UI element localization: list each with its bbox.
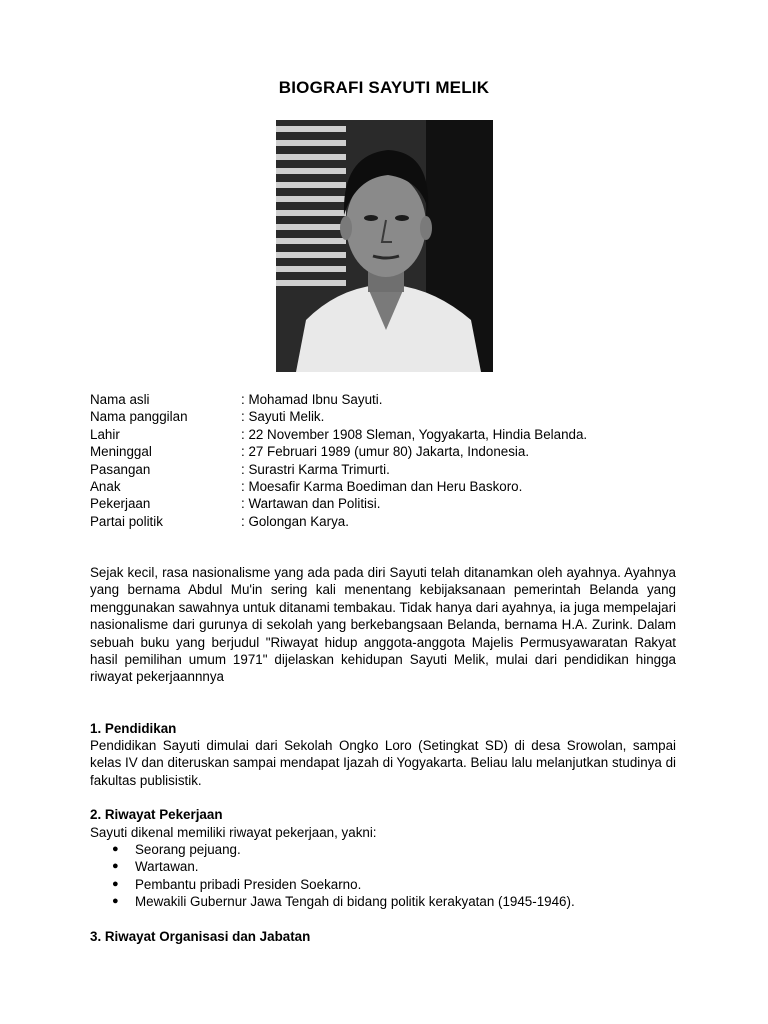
organization-heading: 3. Riwayat Organisasi dan Jabatan (90, 929, 311, 944)
biodata-row (90, 478, 690, 495)
list-item (90, 893, 690, 910)
bullet-icon: ● (112, 860, 119, 873)
biodata-value: : Surastri Karma Trimurti. (241, 461, 390, 477)
jobs-list (90, 841, 690, 911)
list-item (90, 876, 690, 893)
portrait-photo (276, 120, 493, 372)
biodata-value: : 22 November 1908 Sleman, Yogyakarta, Hindia Belanda. (241, 426, 588, 442)
list-item (90, 841, 690, 858)
list-item-text: Seorang pejuang. (135, 842, 241, 857)
jobs-intro: Sayuti dikenal memiliki riwayat pekerjaan, yakni: (90, 825, 377, 840)
biodata-label: Pekerjaan (90, 496, 151, 512)
list-item-text: Pembantu pribadi Presiden Soekarno. (135, 876, 362, 892)
biodata-row (90, 391, 690, 408)
biodata-label: Nama panggilan (90, 409, 188, 425)
biodata-list (90, 391, 690, 530)
biodata-value: : Sayuti Melik. (241, 409, 325, 425)
portrait-illustration (276, 120, 493, 372)
biodata-value: : 27 Februari 1989 (umur 80) Jakarta, Indonesia. (241, 444, 530, 460)
document-title: BIOGRAFI SAYUTI MELIK (278, 78, 490, 97)
biodata-value: : Moesafir Karma Boediman dan Heru Baskoro. (241, 478, 523, 494)
bullet-icon: ● (112, 895, 119, 908)
education-heading: 1. Pendidikan (90, 721, 177, 736)
biodata-row (90, 443, 690, 460)
biodata-label: Pasangan (90, 461, 151, 477)
biodata-label: Meninggal (90, 444, 152, 460)
biodata-value: : Mohamad Ibnu Sayuti. (241, 392, 383, 407)
list-item (90, 858, 690, 875)
biodata-label: Lahir (90, 426, 120, 442)
intro-paragraph: Sejak kecil, rasa nasionalisme yang ada pada diri Sayuti telah ditanamkan oleh ayahnya. Ayahnya yang bernama Abdul Mu'in sering kali menentang kebijaksanaan pemerintah Belanda yang menggunakan sawahnya untuk ditanami tembakau. Tidak hanya dari ayahnya, ia juga mempelajari nasionalisme dari gurunya di sekolah yang berkebangsaan Belanda, bernama H.A. Zurink. Dalam sebuah buku yang berjudul "Riwayat hidup anggota-anggota Majelis Permusyawaratan Rakyat hasil pemilihan umum 1971" dijelaskan kehidupan Sayuti Melik, mulai dari pendidikan hingga riwayat pekerjaannnya (90, 565, 676, 685)
bullet-icon: ● (112, 877, 119, 890)
biodata-label: Anak (90, 478, 121, 494)
list-item-text: Mewakili Gubernur Jawa Tengah di bidang politik kerakyatan (1945-1946). (135, 894, 575, 910)
biodata-row (90, 495, 690, 512)
biodata-row (90, 513, 690, 530)
biodata-row (90, 408, 690, 425)
bullet-icon: ● (112, 843, 119, 855)
biodata-value: : Wartawan dan Politisi. (241, 496, 381, 512)
biodata-row (90, 426, 690, 443)
education-paragraph: Pendidikan Sayuti dimulai dari Sekolah Ongko Loro (Setingkat SD) di desa Srowolan, sampai kelas IV dan diteruskan sampai mendapat Ijazah di Yogyakarta. Beliau lalu melanjutkan studinya di fakultas publisistik. (90, 738, 676, 788)
biodata-value: : Golongan Karya. (241, 513, 349, 529)
list-item-text: Wartawan. (135, 859, 199, 875)
jobs-heading: 2. Riwayat Pekerjaan (90, 807, 223, 822)
biodata-label: Partai politik (90, 513, 163, 529)
biodata-row (90, 461, 690, 478)
biodata-label: Nama asli (90, 392, 150, 407)
